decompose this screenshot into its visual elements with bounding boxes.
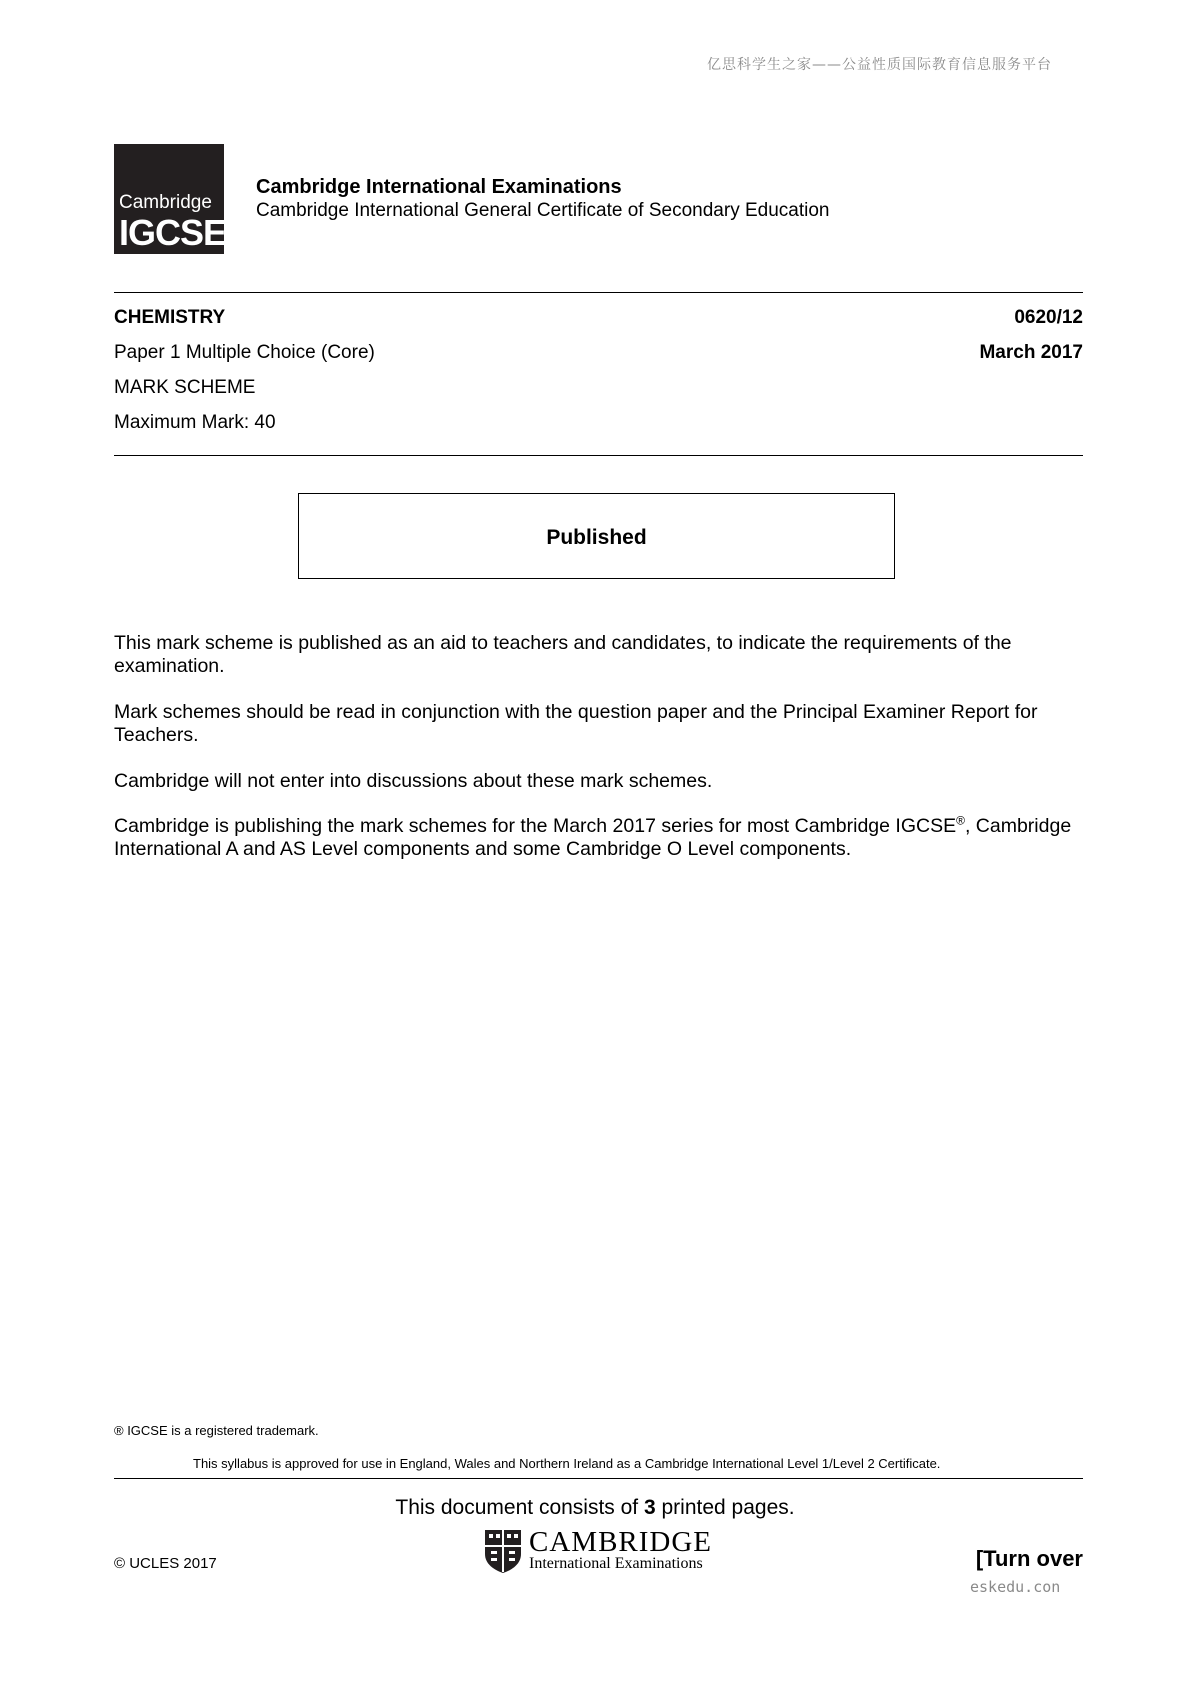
paper-code: 0620/12 xyxy=(1014,307,1083,328)
session: March 2017 xyxy=(979,342,1083,363)
watermark-top: 亿思科学生之家——公益性质国际教育信息服务平台 xyxy=(707,57,1052,73)
org-subtitle: Cambridge International General Certificate of Secondary Education xyxy=(256,200,830,221)
consists-pre: This document consists of xyxy=(395,1496,644,1519)
org-name: Cambridge International Examinations xyxy=(256,176,622,198)
trademark-note: ® IGCSE is a registered trademark. xyxy=(114,1423,319,1438)
registered-mark: ® xyxy=(956,813,965,828)
crest-icon xyxy=(483,1528,523,1574)
consists-post: printed pages. xyxy=(655,1496,795,1519)
cambridge-logo xyxy=(483,1528,713,1576)
publishing-text-a: Cambridge is publishing the mark schemes for the March 2017 series for most Cambridge IGCSE xyxy=(114,815,957,837)
logo-line1: Cambridge xyxy=(119,192,212,213)
subject: CHEMISTRY xyxy=(114,307,226,328)
logo-line2: IGCSE xyxy=(119,212,227,253)
watermark-bottom: eskedu.con xyxy=(970,1578,1061,1596)
paragraph-conjunction: Mark schemes should be read in conjunction with the question paper and the Principal Examiner Report for Teachers. xyxy=(114,701,1038,746)
consists-num: 3 xyxy=(643,1496,656,1519)
paragraph-aid: This mark scheme is published as an aid to teachers and candidates, to indicate the requirements of the examination. xyxy=(114,632,1012,677)
publishing-text-b: , Cambridge International A and AS Level components and some Cambridge O Level components. xyxy=(114,815,1072,860)
status-box xyxy=(298,493,895,579)
copyright: © UCLES 2017 xyxy=(114,1555,217,1572)
cambridge-subtitle: International Examinations xyxy=(529,1555,703,1572)
igcse-logo xyxy=(114,144,227,254)
divider-meta xyxy=(114,455,1083,456)
divider-top xyxy=(114,292,1083,293)
doc-type: MARK SCHEME xyxy=(114,377,256,398)
divider-footer xyxy=(114,1478,1083,1479)
status-label: Published xyxy=(546,526,647,549)
cambridge-wordmark: CAMBRIDGE xyxy=(529,1526,713,1558)
turn-over: [Turn over xyxy=(975,1546,1083,1571)
approval-note: This syllabus is approved for use in England, Wales and Northern Ireland as a Cambridge International Level 1/Level 2 Certificate. xyxy=(193,1456,941,1471)
paragraph-discussions: Cambridge will not enter into discussions about these mark schemes. xyxy=(114,770,713,792)
paragraph-publishing xyxy=(114,815,1083,861)
page-count xyxy=(0,1496,1190,1520)
paper-title: Paper 1 Multiple Choice (Core) xyxy=(114,342,375,363)
max-mark: Maximum Mark: 40 xyxy=(114,412,276,433)
